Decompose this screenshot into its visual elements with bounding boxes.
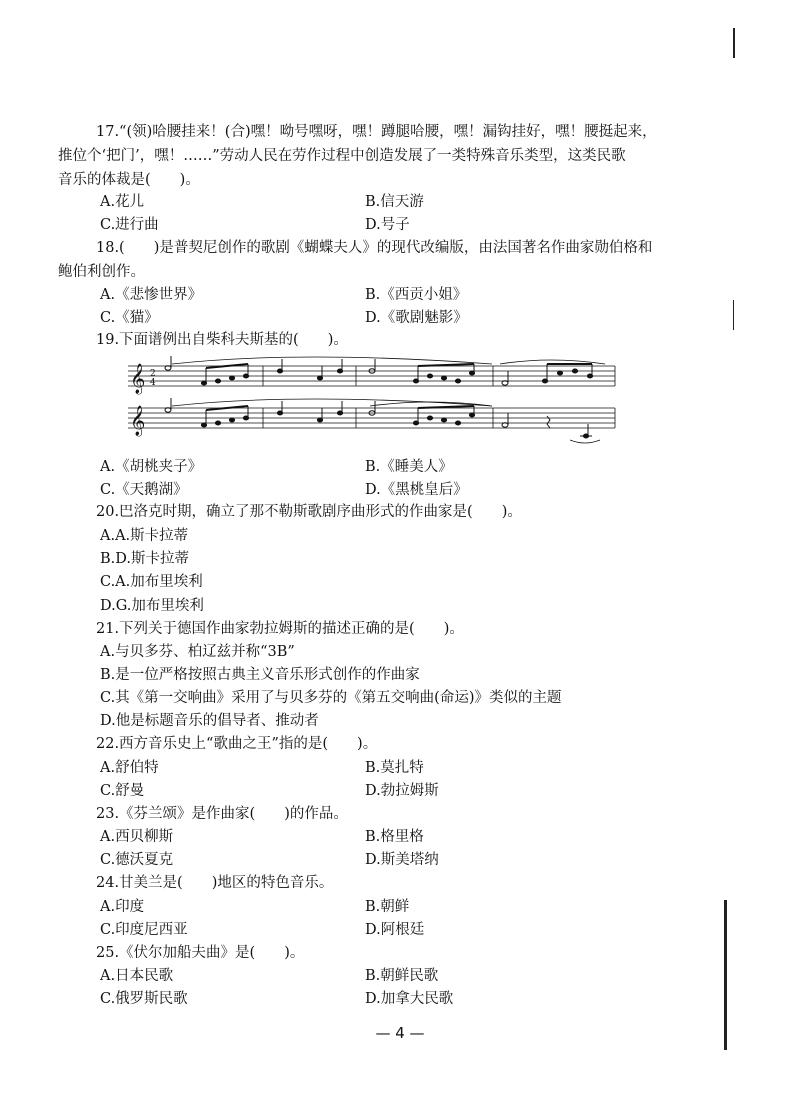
question-18-line-2: 鲍伯利创作。 (58, 264, 145, 280)
question-21-option-b: B.是一位严格按照古典主义音乐形式创作的作曲家 (100, 667, 420, 683)
question-19-line-1: 19.下面谱例出自柴科夫斯基的( )。 (96, 332, 348, 348)
question-22-option-d: D.勃拉姆斯 (365, 783, 439, 799)
question-24-option-a: A.印度 (100, 899, 145, 915)
question-17-line-3: 音乐的体裁是( )。 (58, 172, 200, 188)
svg-text:𝄞: 𝄞 (130, 364, 146, 394)
question-25-option-b: B.朝鲜民歌 (365, 968, 439, 984)
question-18-option-d: D.《歌剧魅影》 (365, 310, 468, 326)
question-24-option-c: C.印度尼西亚 (100, 922, 188, 938)
question-17-line-2: 推位个‘把门’，嘿！……”劳动人民在劳作过程中创造发展了一类特殊音乐类型，这类民歌 (58, 148, 626, 164)
question-20-option-d: D.G.加布里埃利 (100, 598, 204, 614)
question-17-option-a: A.花儿 (100, 194, 145, 210)
music-score-excerpt (100, 356, 620, 446)
question-24-option-b: B.朝鲜 (365, 899, 410, 915)
question-21-line-1: 21.下列关于德国作曲家勃拉姆斯的描述正确的是( )。 (96, 621, 464, 637)
question-23-line-1: 23.《芬兰颂》是作曲家( )的作品。 (96, 806, 348, 822)
question-18-line-1: 18.( )是普契尼创作的歌剧《蝴蝶夫人》的现代改编版，由法国著名作曲家勋伯格和 (96, 240, 653, 256)
staff-1-clef (130, 363, 156, 395)
question-18-option-b: B.《西贡小姐》 (365, 287, 468, 303)
staff-1 (128, 357, 615, 386)
question-23-option-b: B.格里格 (365, 829, 424, 845)
scan-mark-middle (733, 300, 734, 330)
question-25-line-1: 25.《伏尔加船夫曲》是( )。 (96, 945, 305, 961)
svg-text:4: 4 (150, 378, 156, 388)
question-18-option-c: C.《猫》 (100, 310, 159, 326)
question-17-option-c: C.进行曲 (100, 217, 159, 233)
staff-2 (128, 399, 615, 443)
svg-text:2: 2 (150, 369, 156, 379)
question-17-line-1: 17.“(领)哈腰挂来！(合)嘿！呦号嘿呀，嘿！蹲腿哈腰，嘿！漏钩挂好，嘿！腰挺起来， (96, 124, 657, 140)
question-25-option-a: A.日本民歌 (100, 968, 174, 984)
question-21-option-d: D.他是标题音乐的倡导者、推动者 (100, 713, 319, 729)
question-21-option-a: A.与贝多芬、柏辽兹并称“3B” (100, 644, 295, 660)
question-23-option-d: D.斯美塔纳 (365, 852, 439, 868)
question-18-option-a: A.《悲惨世界》 (100, 287, 203, 303)
question-24-line-1: 24.甘美兰是( )地区的特色音乐。 (96, 875, 334, 891)
question-22-option-b: B.莫扎特 (365, 760, 424, 776)
question-20-option-c: C.A.加布里埃利 (100, 574, 203, 590)
question-17-option-b: B.信天游 (365, 194, 424, 210)
question-20-option-b: B.D.斯卡拉蒂 (100, 551, 189, 567)
question-17-option-d: D.号子 (365, 217, 410, 233)
question-21-option-c: C.其《第一交响曲》采用了与贝多芬的《第五交响曲(命运)》类似的主题 (100, 690, 562, 706)
question-19-option-b: B.《睡美人》 (365, 459, 453, 475)
question-20-line-1: 20.巴洛克时期，确立了那不勒斯歌剧序曲形式的作曲家是( )。 (96, 504, 522, 520)
question-24-option-d: D.阿根廷 (365, 922, 425, 938)
question-23-option-a: A.西贝柳斯 (100, 829, 174, 845)
question-19-option-c: C.《天鹅湖》 (100, 482, 188, 498)
question-22-option-c: C.舒曼 (100, 783, 145, 799)
page-number: — 4 — (375, 1024, 425, 1042)
question-23-option-c: C.德沃夏克 (100, 852, 174, 868)
staff-2-clef (130, 405, 145, 437)
question-22-line-1: 22.西方音乐史上“歌曲之王”指的是( )。 (96, 736, 378, 752)
scan-mark-top (733, 28, 735, 58)
question-19-option-a: A.《胡桃夹子》 (100, 459, 203, 475)
question-19-option-d: D.《黑桃皇后》 (365, 482, 468, 498)
question-25-option-d: D.加拿大民歌 (365, 991, 454, 1007)
question-25-option-c: C.俄罗斯民歌 (100, 991, 188, 1007)
question-20-option-a: A.A.斯卡拉蒂 (100, 528, 189, 544)
question-22-option-a: A.舒伯特 (100, 760, 159, 776)
svg-text:𝄞: 𝄞 (130, 406, 146, 436)
